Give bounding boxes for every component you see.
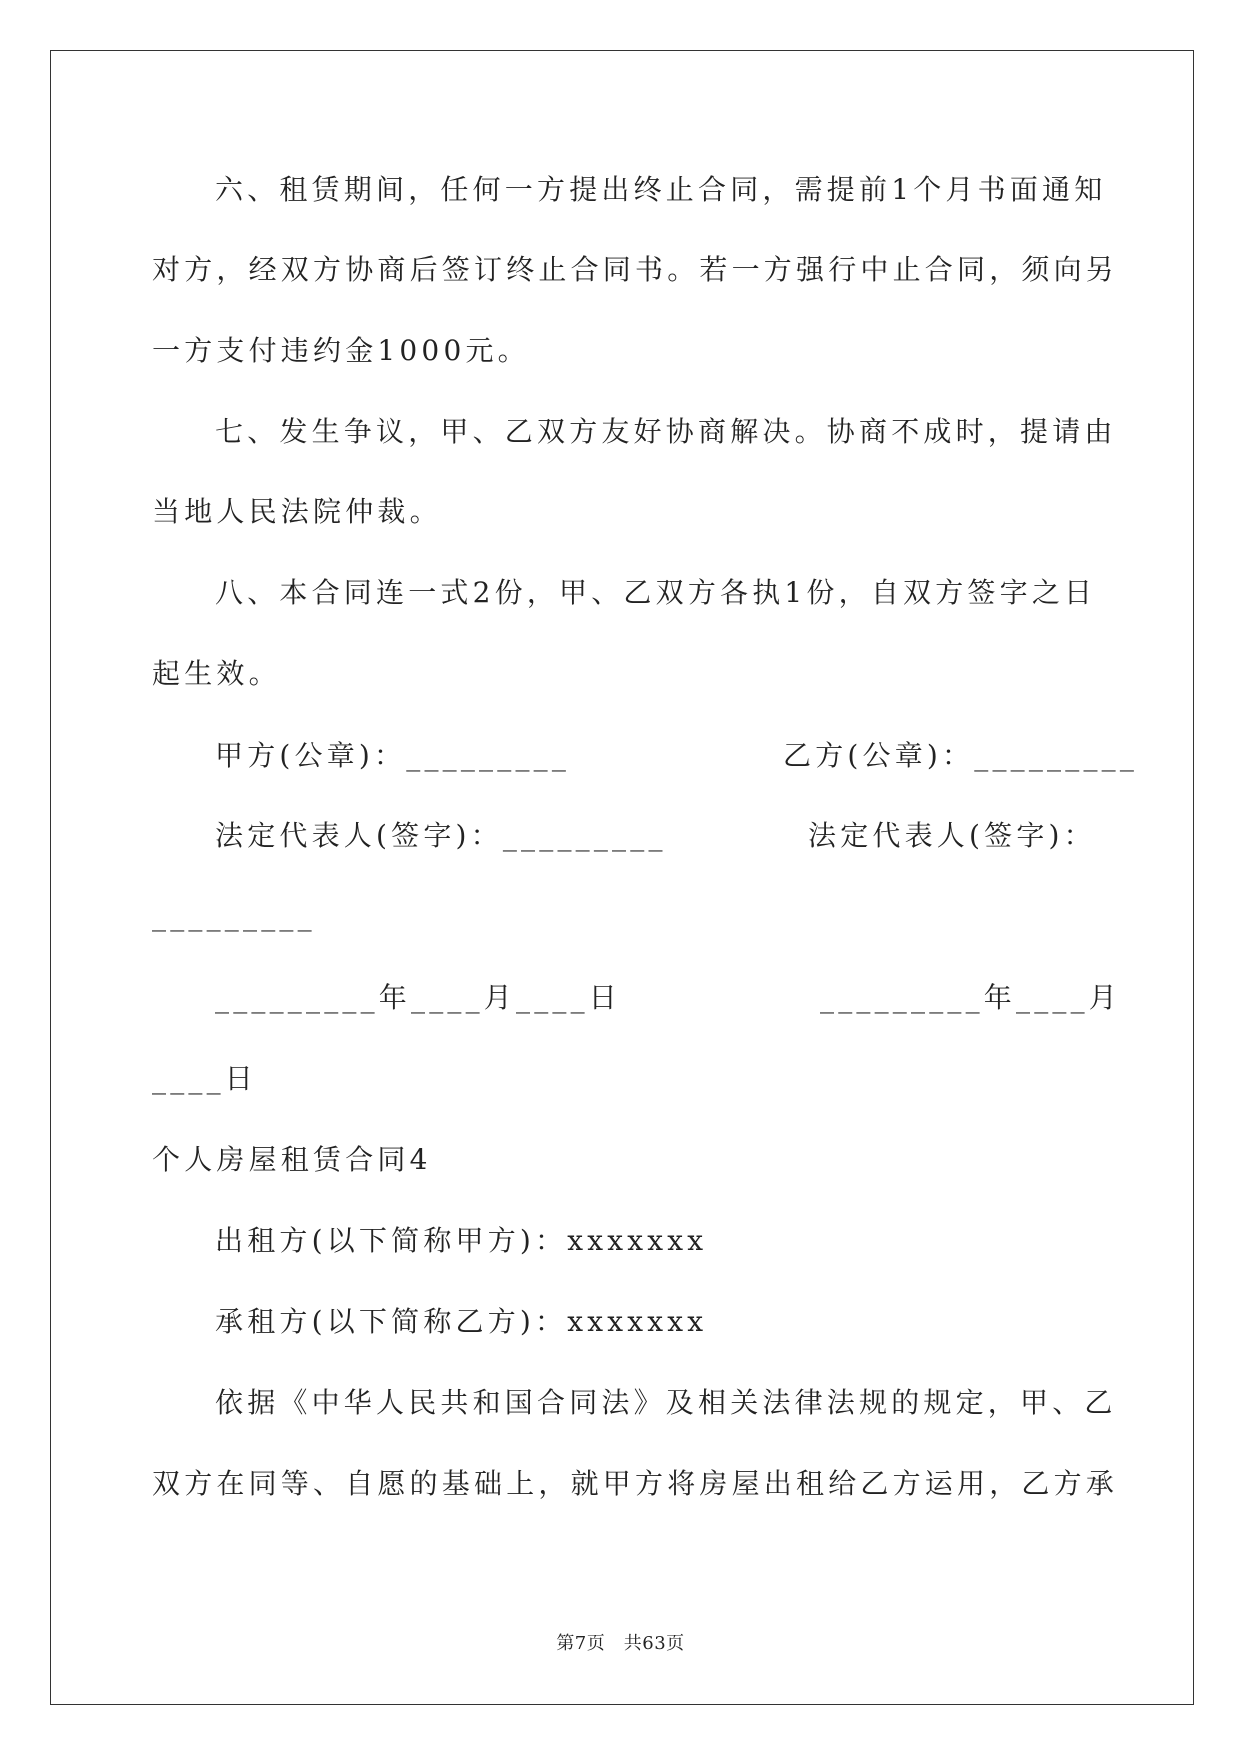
section-title: 个人房屋租赁合同4 <box>152 1143 432 1176</box>
clause-8-line-2: 起生效。 <box>152 657 281 690</box>
clause-7-line-1: 七、发生争议，甲、乙双方友好协商解决。协商不成时，提请由 <box>215 415 1117 448</box>
page-border <box>50 50 1194 1705</box>
lessor-line: 出租方(以下简称甲方)：xxxxxxx <box>215 1224 708 1257</box>
party-b-date: _________年____月 <box>820 981 1122 1014</box>
party-a-seal: 甲方(公章)：_________ <box>215 739 571 772</box>
clause-8-line-1: 八、本合同连一式2份，甲、乙双方各执1份，自双方签字之日 <box>215 576 1097 609</box>
party-b-date-continued: ____日 <box>152 1062 258 1095</box>
body-line-2: 双方在同等、自愿的基础上，就甲方将房屋出租给乙方运用，乙方承 <box>152 1467 1119 1500</box>
clause-7-line-2: 当地人民法院仲裁。 <box>152 495 442 528</box>
clause-6-line-1: 六、租赁期间，任何一方提出终止合同，需提前1个月书面通知 <box>215 173 1107 206</box>
lessee-line: 承租方(以下简称乙方)：xxxxxxx <box>215 1305 708 1338</box>
body-line-1: 依据《中华人民共和国合同法》及相关法律法规的规定，甲、乙 <box>215 1386 1117 1419</box>
party-b-representative-blank: _________ <box>152 899 316 932</box>
party-b-seal: 乙方(公章)：_________ <box>783 739 1139 772</box>
party-a-date: _________年____月____日 <box>215 981 622 1014</box>
clause-6-line-2: 对方，经双方协商后签订终止合同书。若一方强行中止合同，须向另 <box>152 253 1119 286</box>
party-a-representative: 法定代表人(签字)：_________ <box>215 819 667 852</box>
page-number: 第7页 共63页 <box>556 1633 685 1654</box>
party-b-representative: 法定代表人(签字)： <box>808 819 1096 852</box>
clause-6-line-3: 一方支付违约金1000元。 <box>152 334 530 367</box>
